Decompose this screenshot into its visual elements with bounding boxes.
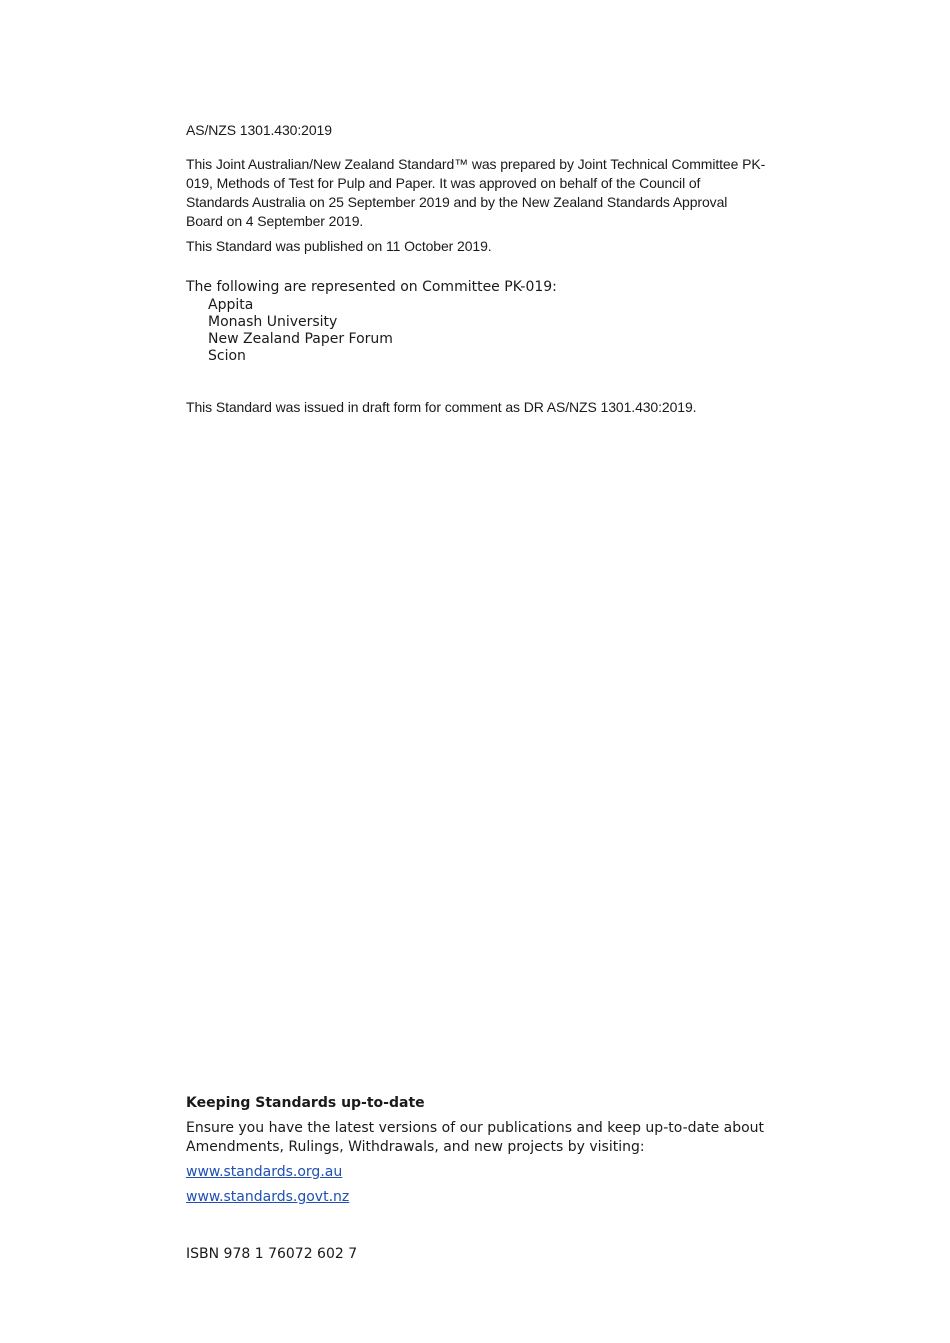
isbn-number: ISBN 978 1 76072 602 7 [186,1246,358,1262]
committee-member: Appita [208,297,254,313]
committee-intro: The following are represented on Committee PK-019: [186,279,557,295]
keeping-up-to-date-section [186,1094,786,1213]
preparation-paragraph: This Joint Australian/New Zealand Standard™ was prepared by Joint Technical Committee PK-019, Methods of Test for Pulp and Paper. It was approved on behalf of the Council of Standards Australia on 25 September 2019 and by the New Zealand Standards Approval Board on 4 September 2019. [186,156,766,229]
keeping-up-to-date-heading: Keeping Standards up-to-date [186,1095,425,1111]
committee-member: New Zealand Paper Forum [208,331,393,347]
keeping-up-to-date-text: Ensure you have the latest versions of our publications and keep up-to-date about Amendments, Rulings, Withdrawals, and new projects by visiting: [186,1120,765,1155]
committee-member-list [186,297,557,365]
committee-member: Monash University [208,314,338,330]
committee-section [186,278,557,365]
publication-date-note: This Standard was published on 11 October 2019. [186,238,492,254]
standards-nz-link[interactable]: www.standards.govt.nz [186,1189,350,1205]
draft-note: This Standard was issued in draft form for comment as DR AS/NZS 1301.430:2019. [186,399,697,415]
standards-australia-link[interactable]: www.standards.org.au [186,1164,343,1180]
committee-member: Scion [208,348,246,364]
standard-designation: AS/NZS 1301.430:2019 [186,122,332,138]
